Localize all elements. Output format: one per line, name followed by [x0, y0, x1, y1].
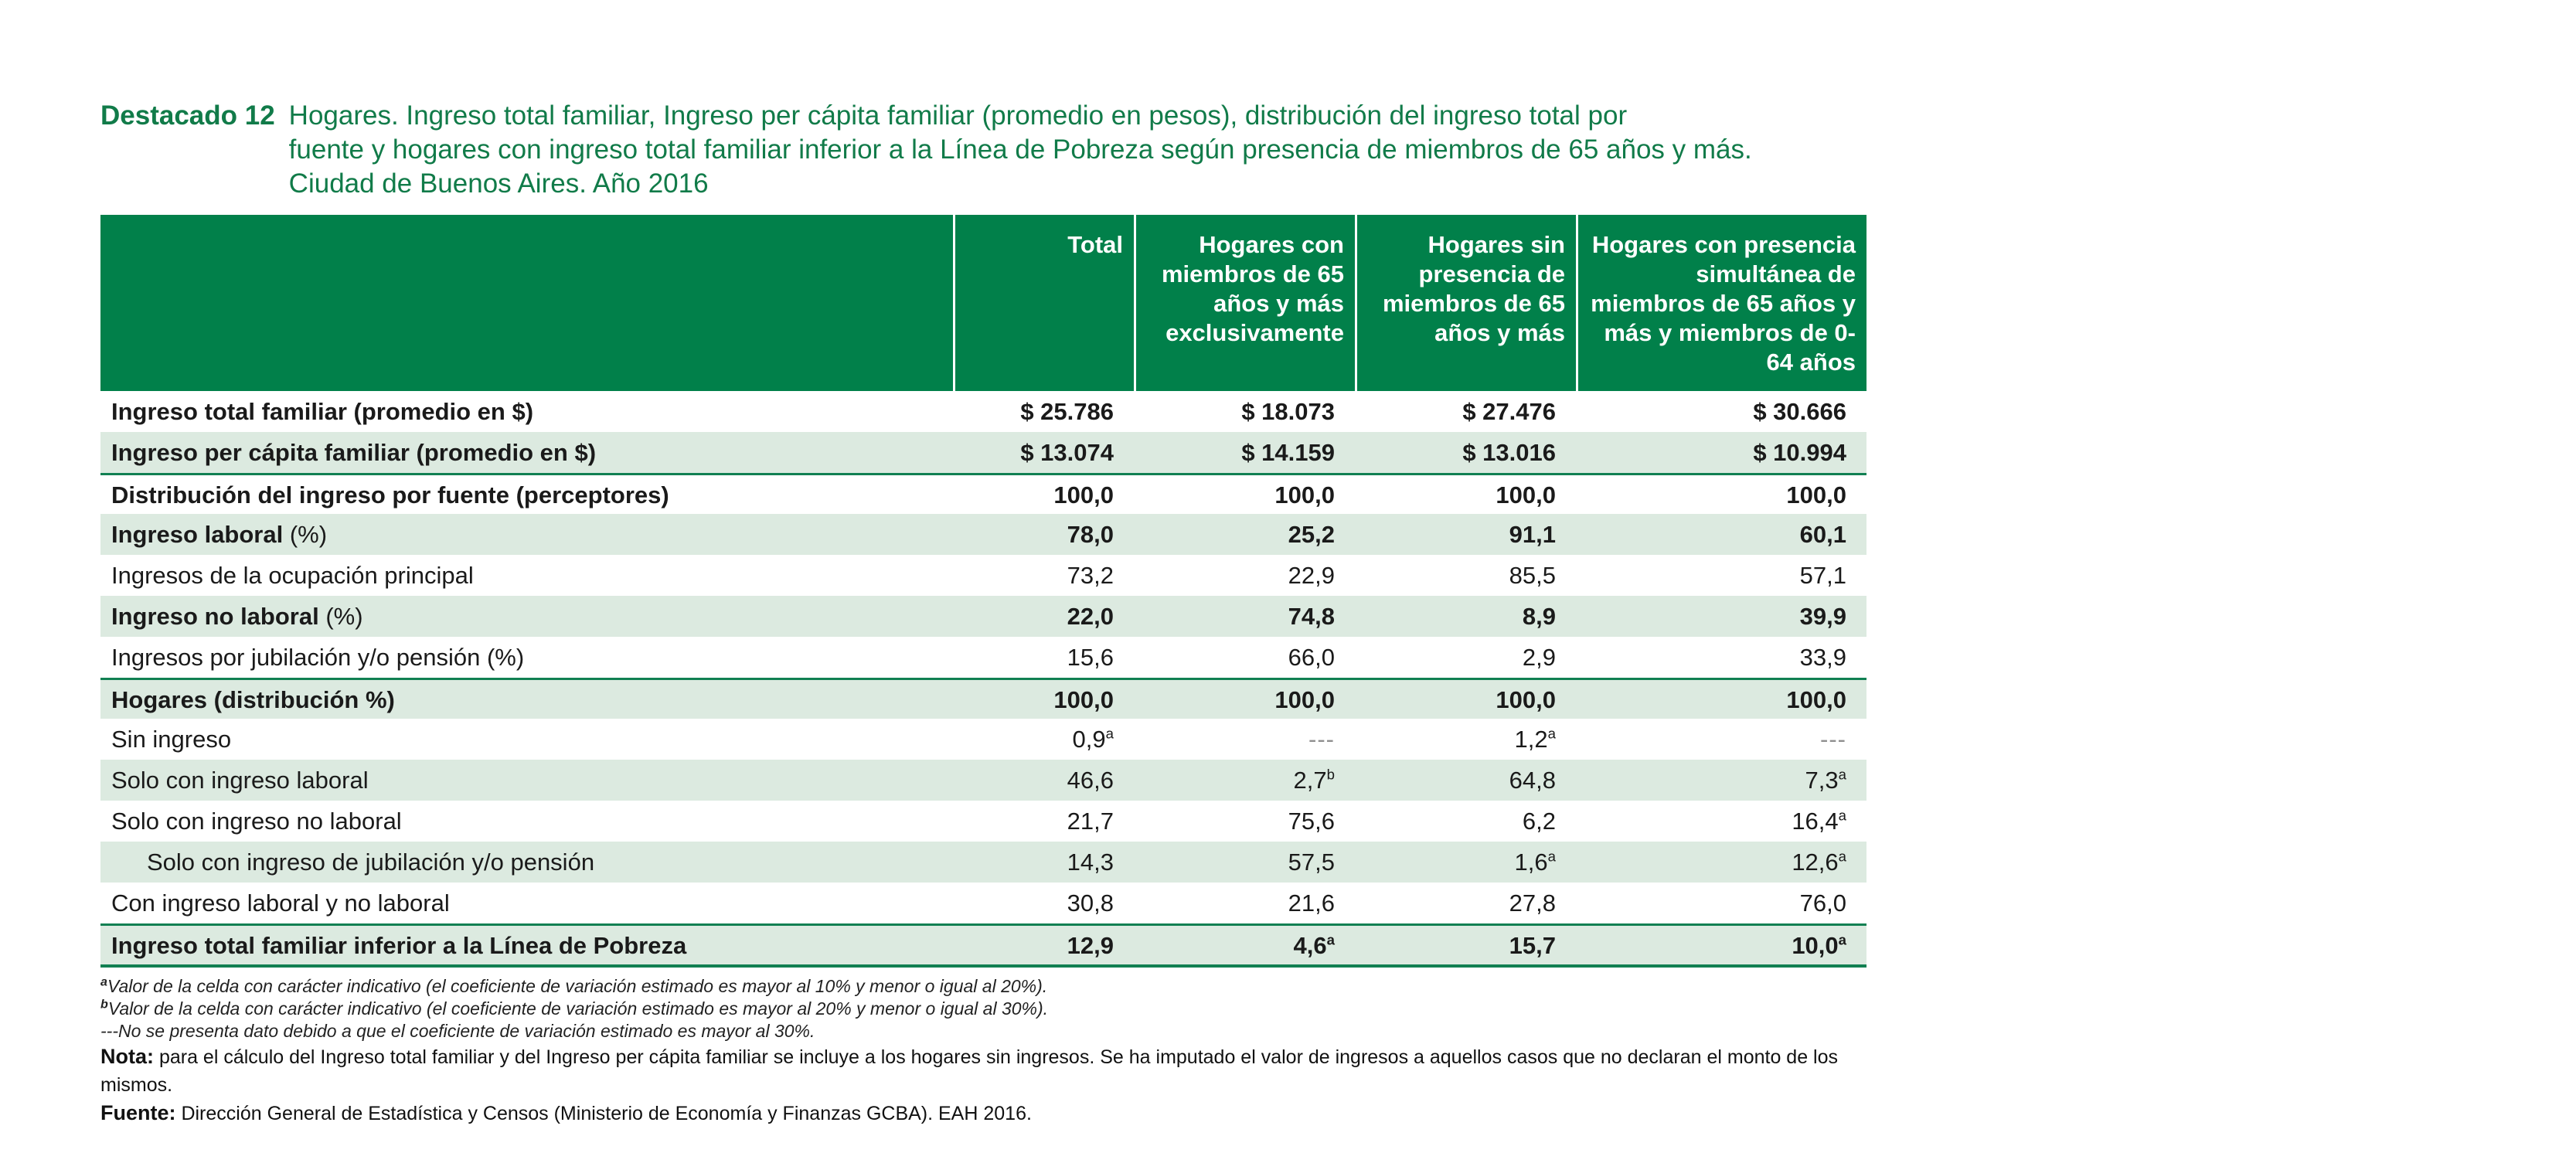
- cell-value: $ 27.476: [1462, 398, 1556, 425]
- fuente-label: Fuente:: [100, 1101, 176, 1124]
- nota-label: Nota:: [100, 1045, 154, 1068]
- row-label: Distribución del ingreso por fuente (perceptores): [111, 481, 669, 508]
- cell-superscript: a: [1547, 725, 1556, 742]
- cell-value: 33,9: [1799, 644, 1846, 671]
- cell-value: 8,9: [1522, 603, 1556, 630]
- document-page: [100, 99, 1870, 1127]
- cell-value: 4,6$^a$: [1293, 931, 1335, 959]
- table-row: [100, 883, 1866, 923]
- cell-value: 15,7: [1509, 931, 1556, 959]
- cell-value: 64,8: [1509, 767, 1556, 794]
- column-header-3: Hogares sin presencia de miembros de 65 años y más: [1355, 215, 1576, 391]
- cell-value: 6,2: [1522, 808, 1556, 835]
- cell-value: 100,0: [1496, 481, 1556, 508]
- table-title: [289, 99, 1752, 201]
- footnote-dash-marker: ---: [100, 1021, 118, 1041]
- title-line-2: fuente y hogares con ingreso total familiar inferior a la Línea de Pobreza según presencia de miembros de 65 años y más.: [288, 134, 1752, 165]
- footnote-a-marker: a: [100, 974, 107, 989]
- cell-value: 7,3$^a$: [1805, 766, 1846, 794]
- table-title-block: [100, 99, 1870, 201]
- cell-value: 2,7$^b$: [1293, 766, 1335, 794]
- row-label-suffix: (%): [283, 521, 328, 548]
- cell-superscript: a: [1838, 848, 1846, 865]
- row-label: Ingresos de la ocupación principal: [111, 562, 474, 589]
- row-label: Con ingreso laboral y no laboral: [111, 889, 450, 917]
- cell-value: 60,1: [1799, 521, 1846, 548]
- column-header-4: Hogares con presencia simultánea de miembros de 65 años y más y miembros de 0-64 años: [1576, 215, 1866, 391]
- cell-value: 100,0: [1786, 685, 1846, 713]
- table-body: [100, 391, 1866, 968]
- cell-superscript: a: [1326, 931, 1335, 948]
- cell-value: 12,9: [1067, 931, 1114, 959]
- cell-value: 100,0: [1053, 685, 1114, 713]
- table-row: [100, 391, 1866, 432]
- cell-value: 39,9: [1799, 603, 1846, 630]
- cell-value: $ 14.159: [1241, 439, 1335, 466]
- row-label: Ingreso laboral (%): [111, 521, 328, 548]
- cell-value: 22,9: [1288, 562, 1335, 589]
- cell-value: 100,0: [1274, 685, 1335, 713]
- cell-value: [1576, 719, 1866, 760]
- table-row: [100, 760, 1866, 801]
- cell-value: 57,5: [1288, 849, 1335, 876]
- cell-value: 16,4$^a$: [1792, 807, 1846, 835]
- row-label: Ingreso no laboral (%): [111, 603, 363, 630]
- table-row: [100, 514, 1866, 555]
- nota-line: [100, 1042, 1870, 1099]
- cell-value: $ 10.994: [1753, 439, 1846, 466]
- cell-value: 2,9: [1522, 644, 1556, 671]
- cell-value: $ 30.666: [1753, 398, 1846, 425]
- table-row: [100, 923, 1866, 964]
- cell-superscript: a: [1547, 848, 1556, 865]
- fuente-text: Dirección General de Estadística y Censos (Ministerio de Economía y Finanzas GCBA). EAH 2016.: [175, 1103, 1032, 1124]
- cell-superscript: a: [1838, 766, 1846, 783]
- table-row: [100, 637, 1866, 678]
- cell-superscript: a: [1105, 725, 1114, 742]
- cell-value: 10,0$^a$: [1792, 931, 1846, 959]
- cell-value: 100,0: [1274, 481, 1335, 508]
- cell-value: 22,0: [1067, 603, 1114, 630]
- cell-value: $ 18.073: [1241, 398, 1335, 425]
- table-header-row: [100, 215, 1866, 391]
- no-data-dashes: ---: [1308, 726, 1335, 753]
- cell-value: $ 13.074: [1020, 439, 1114, 466]
- column-header-1: Total: [953, 215, 1134, 391]
- footnotes-block: [100, 975, 1870, 1127]
- cell-value: 91,1: [1509, 521, 1556, 548]
- cell-superscript: a: [1838, 807, 1846, 824]
- row-label-suffix: (%): [480, 644, 525, 671]
- cell-value: 30,8: [1067, 889, 1114, 917]
- cell-value: $ 25.786: [1020, 398, 1114, 425]
- cell-value: 100,0: [1786, 481, 1846, 508]
- table-number-label: Destacado 12: [100, 100, 275, 131]
- column-header-2: Hogares con miembros de 65 años y más exclusivamente: [1134, 215, 1355, 391]
- cell-value: 78,0: [1067, 521, 1114, 548]
- cell-value: 21,7: [1067, 808, 1114, 835]
- cell-value: $ 13.016: [1462, 439, 1556, 466]
- cell-value: 85,5: [1509, 562, 1556, 589]
- footnote-a: [100, 975, 1870, 998]
- cell-value: 74,8: [1288, 603, 1335, 630]
- table-row: [100, 842, 1866, 883]
- cell-value: 12,6$^a$: [1792, 848, 1846, 876]
- income-table: [100, 215, 1866, 968]
- cell-value: 76,0: [1799, 889, 1846, 917]
- table-row: [100, 801, 1866, 842]
- cell-value: 75,6: [1288, 808, 1335, 835]
- table-row: [100, 432, 1866, 473]
- footnote-a-text: Valor de la celda con carácter indicativo (el coeficiente de variación estimado es mayor al 10% y menor o igual al 20%).: [107, 976, 1048, 996]
- nota-text: para el cálculo del Ingreso total familiar y del Ingreso per cápita familiar se incluye a los hogares sin ingresos. Se ha imputado el valor de ingresos a aquellos casos que no declaran el monto de los mismos.: [100, 1046, 1839, 1096]
- cell-value: 46,6: [1067, 767, 1114, 794]
- row-label: Sin ingreso: [111, 726, 232, 753]
- footnote-b-marker: b: [100, 997, 108, 1012]
- row-label: Solo con ingreso no laboral: [111, 808, 402, 835]
- row-label: Ingreso total familiar (promedio en $): [111, 398, 534, 425]
- cell-value: 66,0: [1288, 644, 1335, 671]
- cell-value: 73,2: [1067, 562, 1114, 589]
- cell-value: 27,8: [1509, 889, 1556, 917]
- title-line-1: Hogares. Ingreso total familiar, Ingreso per cápita familiar (promedio en pesos), distribución del ingreso total por: [288, 100, 1628, 131]
- cell-value: 100,0: [1496, 685, 1556, 713]
- table-row: [100, 596, 1866, 637]
- footnote-dash: [100, 1020, 1870, 1042]
- cell-value: 100,0: [1053, 481, 1114, 508]
- cell-value: 1,2$^a$: [1514, 725, 1556, 753]
- cell-value: 21,6: [1288, 889, 1335, 917]
- row-label: Solo con ingreso de jubilación y/o pensión: [147, 849, 595, 876]
- cell-superscript: b: [1326, 766, 1335, 783]
- table-row: [100, 555, 1866, 596]
- cell-value: 57,1: [1799, 562, 1846, 589]
- row-label: Solo con ingreso laboral: [111, 767, 369, 794]
- cell-value: 14,3: [1067, 849, 1114, 876]
- cell-value: 1,6$^a$: [1514, 848, 1556, 876]
- no-data-dashes: ---: [1820, 726, 1846, 753]
- footnote-b-text: Valor de la celda con carácter indicativo (el coeficiente de variación estimado es mayor al 20% y menor o igual al 30%).: [107, 998, 1049, 1019]
- row-label: Ingreso total familiar inferior a la Línea de Pobreza: [111, 931, 687, 959]
- row-label: Ingreso per cápita familiar (promedio en $): [111, 439, 597, 466]
- cell-value: 25,2: [1288, 521, 1335, 548]
- title-line-3: Ciudad de Buenos Aires. Año 2016: [288, 168, 709, 199]
- table-row: [100, 473, 1866, 514]
- footnote-dash-text: No se presenta dato debido a que el coeficiente de variación estimado es mayor al 30%.: [117, 1021, 815, 1041]
- row-label: Hogares (distribución %): [111, 685, 395, 713]
- footnote-b: [100, 998, 1870, 1020]
- cell-value: 15,6: [1067, 644, 1114, 671]
- row-label: Ingresos por jubilación y/o pensión (%): [111, 644, 525, 671]
- column-header-0: [100, 215, 953, 391]
- cell-superscript: a: [1838, 931, 1846, 948]
- cell-value: 0,9$^a$: [1072, 725, 1114, 753]
- cell-value: [1134, 719, 1355, 760]
- table-row: [100, 678, 1866, 719]
- table-row: [100, 719, 1866, 760]
- row-label-suffix: (%): [318, 603, 363, 630]
- fuente-line: [100, 1099, 1870, 1127]
